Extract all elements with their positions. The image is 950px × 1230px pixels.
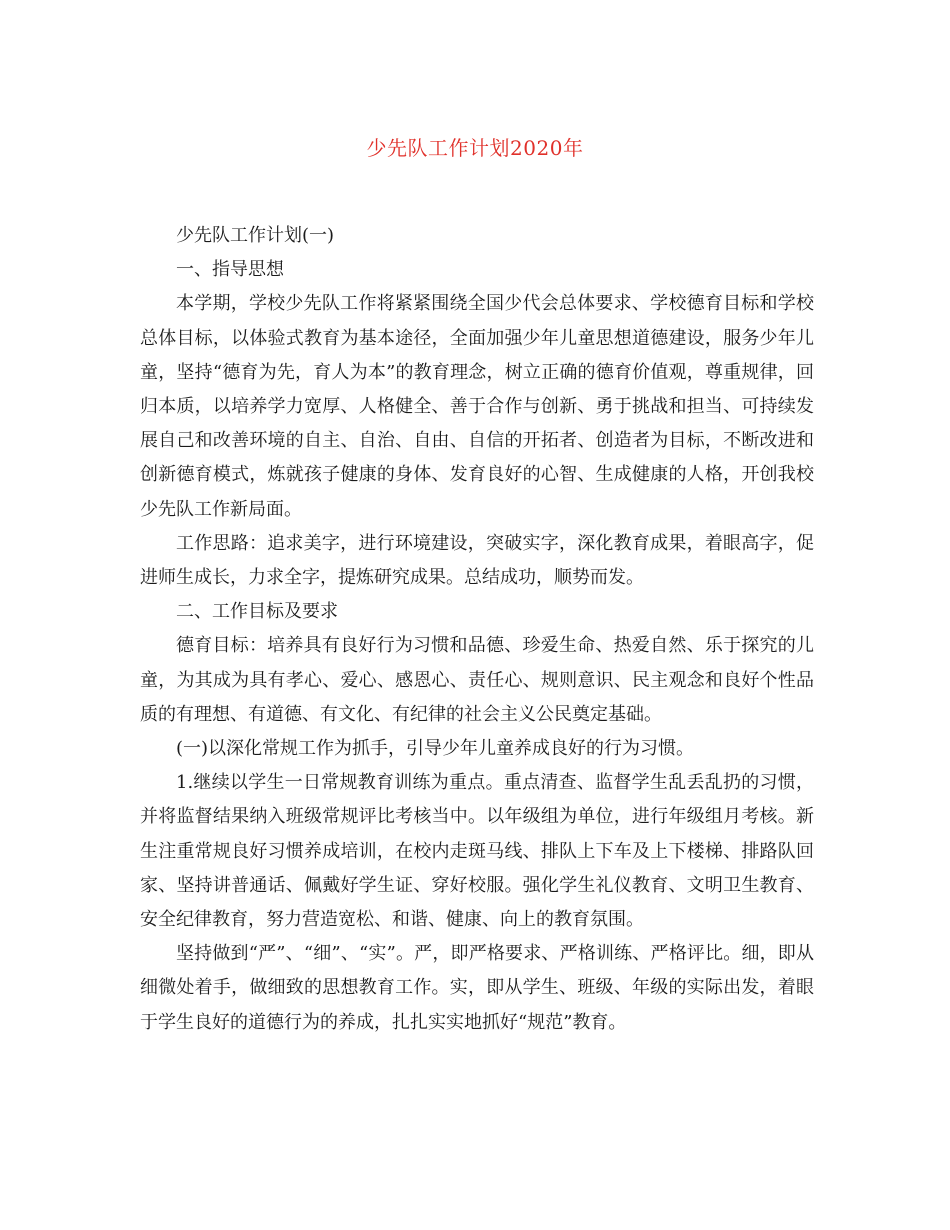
section-heading-goals: 二、工作目标及要求 bbox=[176, 601, 338, 623]
paragraph-moral-goal: 德育目标：培养具有良好行为习惯和品德、珍爱生命、热爱自然、乐于探究的儿童，为其成为具有孝心、爱心、感恩心、责任心、规则意识、民主观念和良好个性品质的有理想、有道德、有文化、有纪律的社会主义公民奠定基础。 bbox=[140, 635, 814, 725]
section-heading-guiding-ideology: 一、指导思想 bbox=[176, 259, 284, 281]
section-heading-plan-one: 少先队工作计划(一) bbox=[176, 225, 335, 246]
paragraph-daily-routine: 1.继续以学生一日常规教育训练为重点。重点清查、监督学生乱丢乱扔的习惯，并将监督结果纳入班级常规评比考核当中。以年级组为单位，进行年级组月考核。新生注重常规良好习惯养成培训，在校内走斑马线、排队上下车及上下楼梯、排路队回家、坚持讲普通话、佩戴好学生证、穿好校服。强化学生礼仪教育、文明卫生教育、安全纪律教育，努力营造宽松、和谐、健康、向上的教育氛围。 bbox=[140, 772, 814, 931]
subsection-heading-routine: (一)以深化常规工作为抓手，引导少年儿童养成良好的行为习惯。 bbox=[176, 738, 695, 760]
paragraph-strict-detailed-solid: 坚持做到“严”、“细”、“实”。严，即严格要求、严格训练、严格评比。细，即从细微处着手，做细致的思想教育工作。实，即从学生、班级、年级的实际出发，着眼于学生良好的道德行为的养成，扎扎实实地抓好“规范”教育。 bbox=[140, 943, 814, 1033]
paragraph-guiding-ideology: 本学期，学校少先队工作将紧紧围绕全国少代会总体要求、学校德育目标和学校总体目标，以体验式教育为基本途径，全面加强少年儿童思想道德建设，服务少年儿童，坚持“德育为先，育人为本”的教育理念，树立正确的德育价值观，尊重规律，回归本质，以培养学力宽厚、人格健全、善于合作与创新、勇于挑战和担当、可持续发展自己和改善环境的自主、自治、自由、自信的开拓者、创造者为目标，不断改进和创新德育模式，炼就孩子健康的身体、发育良好的心智、生成健康的人格，开创我校少先队工作新局面。 bbox=[140, 293, 814, 520]
paragraph-work-approach: 工作思路：追求美字，进行环境建设，突破实字，深化教育成果，着眼高字，促进师生成长，力求全字，提炼研究成果。总结成功，顺势而发。 bbox=[140, 532, 814, 589]
document-body bbox=[140, 219, 814, 1040]
document-title: 少先队工作计划2020年 bbox=[366, 136, 584, 160]
